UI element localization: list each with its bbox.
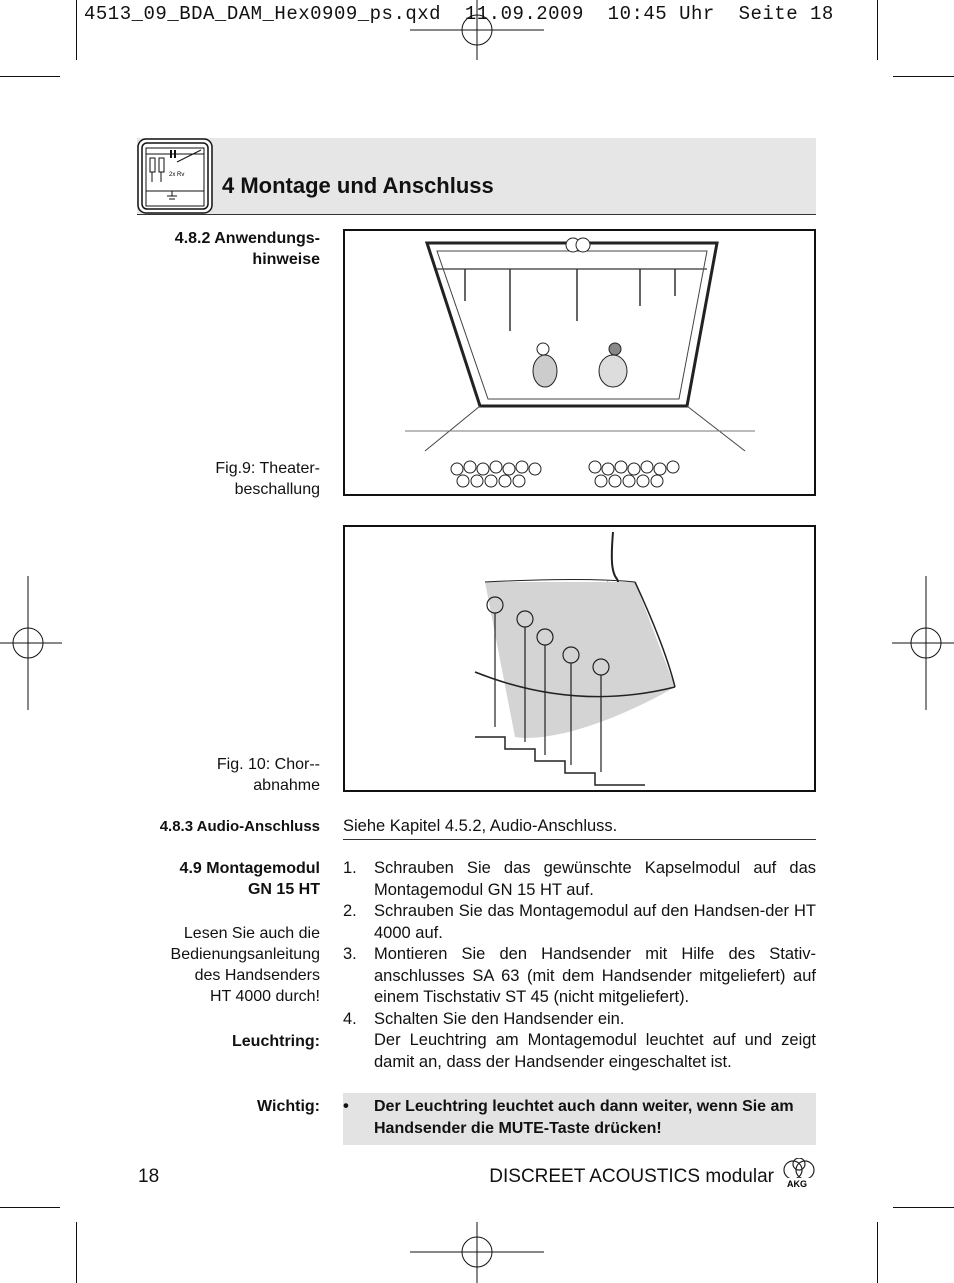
list-item: 2. Schrauben Sie das Montagemodul auf den Handsen-der HT 4000 auf.	[343, 902, 816, 942]
crop-mark	[0, 1207, 60, 1208]
list-item: 1. Schrauben Sie das gewünschte Kapselmodul auf das Montagemodul GN 15 HT auf.	[343, 859, 816, 899]
print-slug: 4513_09_BDA_DAM_Hex0909_ps.qxd 11.09.2009 10:45 Uhr Seite 18	[84, 3, 834, 25]
section-heading-4-9: 4.9 Montagemodul GN 15 HT	[179, 860, 320, 898]
wichtig-label: Wichtig:	[257, 1098, 320, 1115]
section-heading-4-8-2: 4.8.2 Anwendungs- hinweise	[174, 230, 320, 268]
assembly-steps	[343, 858, 816, 1073]
note-bullet: •	[343, 1097, 349, 1115]
registration-mark-right	[892, 576, 954, 710]
list-item-detail: Der Leuchtring am Montagemodul leuchtet auf und zeigt damit an, dass der Handsender eingeschaltet ist.	[374, 1031, 816, 1071]
leuchtring-label: Leuchtring:	[232, 1033, 320, 1050]
registration-mark-left	[0, 576, 62, 710]
theater-illustration	[345, 231, 814, 494]
crop-mark	[76, 1222, 77, 1283]
chapter-title: 4 Montage und Anschluss	[222, 173, 494, 198]
figure-9-caption: Fig.9: Theater- beschallung	[215, 460, 320, 498]
important-note-text: Der Leuchtring leuchtet auch dann weiter, wenn Sie am Handsender die MUTE-Taste drücken!	[374, 1098, 794, 1137]
svg-text:AKG: AKG	[787, 1179, 807, 1189]
crop-mark	[76, 0, 77, 60]
list-item: 4. Schalten Sie den Handsender ein.	[343, 1009, 625, 1028]
figure-theater	[343, 229, 816, 496]
divider	[343, 839, 816, 840]
section-heading-4-8-3: 4.8.3 Audio-Anschluss	[159, 818, 320, 835]
figure-choir	[343, 525, 816, 792]
figure-10-caption: Fig. 10: Chor-- abnahme	[216, 756, 320, 794]
important-note-box	[343, 1093, 816, 1145]
crop-mark	[0, 76, 60, 77]
circuit-icon-label: 2x Rv	[169, 172, 185, 178]
crop-mark	[877, 0, 878, 60]
registration-mark-bottom	[410, 1222, 544, 1283]
crop-mark	[877, 1222, 878, 1283]
audio-reference-text: Siehe Kapitel 4.5.2, Audio-Anschluss.	[343, 817, 618, 835]
page-number: 18	[138, 1166, 160, 1187]
choir-illustration	[345, 527, 814, 790]
product-name: DISCREET ACOUSTICS modular	[489, 1166, 774, 1187]
akg-logo-icon	[781, 1158, 817, 1190]
list-item: 3. Montieren Sie den Handsender mit Hilfe des Stativ-anschlusses SA 63 (mit dem Handsender mitgeliefert) auf einem Tischstativ ST 45 (nicht mitgeliefert).	[343, 945, 816, 1006]
crop-mark	[893, 76, 954, 77]
circuit-icon	[137, 138, 213, 214]
manual-reference-note: Lesen Sie auch die Bedienungsanleitung des Handsenders HT 4000 durch!	[170, 925, 320, 1005]
crop-mark	[893, 1207, 954, 1208]
